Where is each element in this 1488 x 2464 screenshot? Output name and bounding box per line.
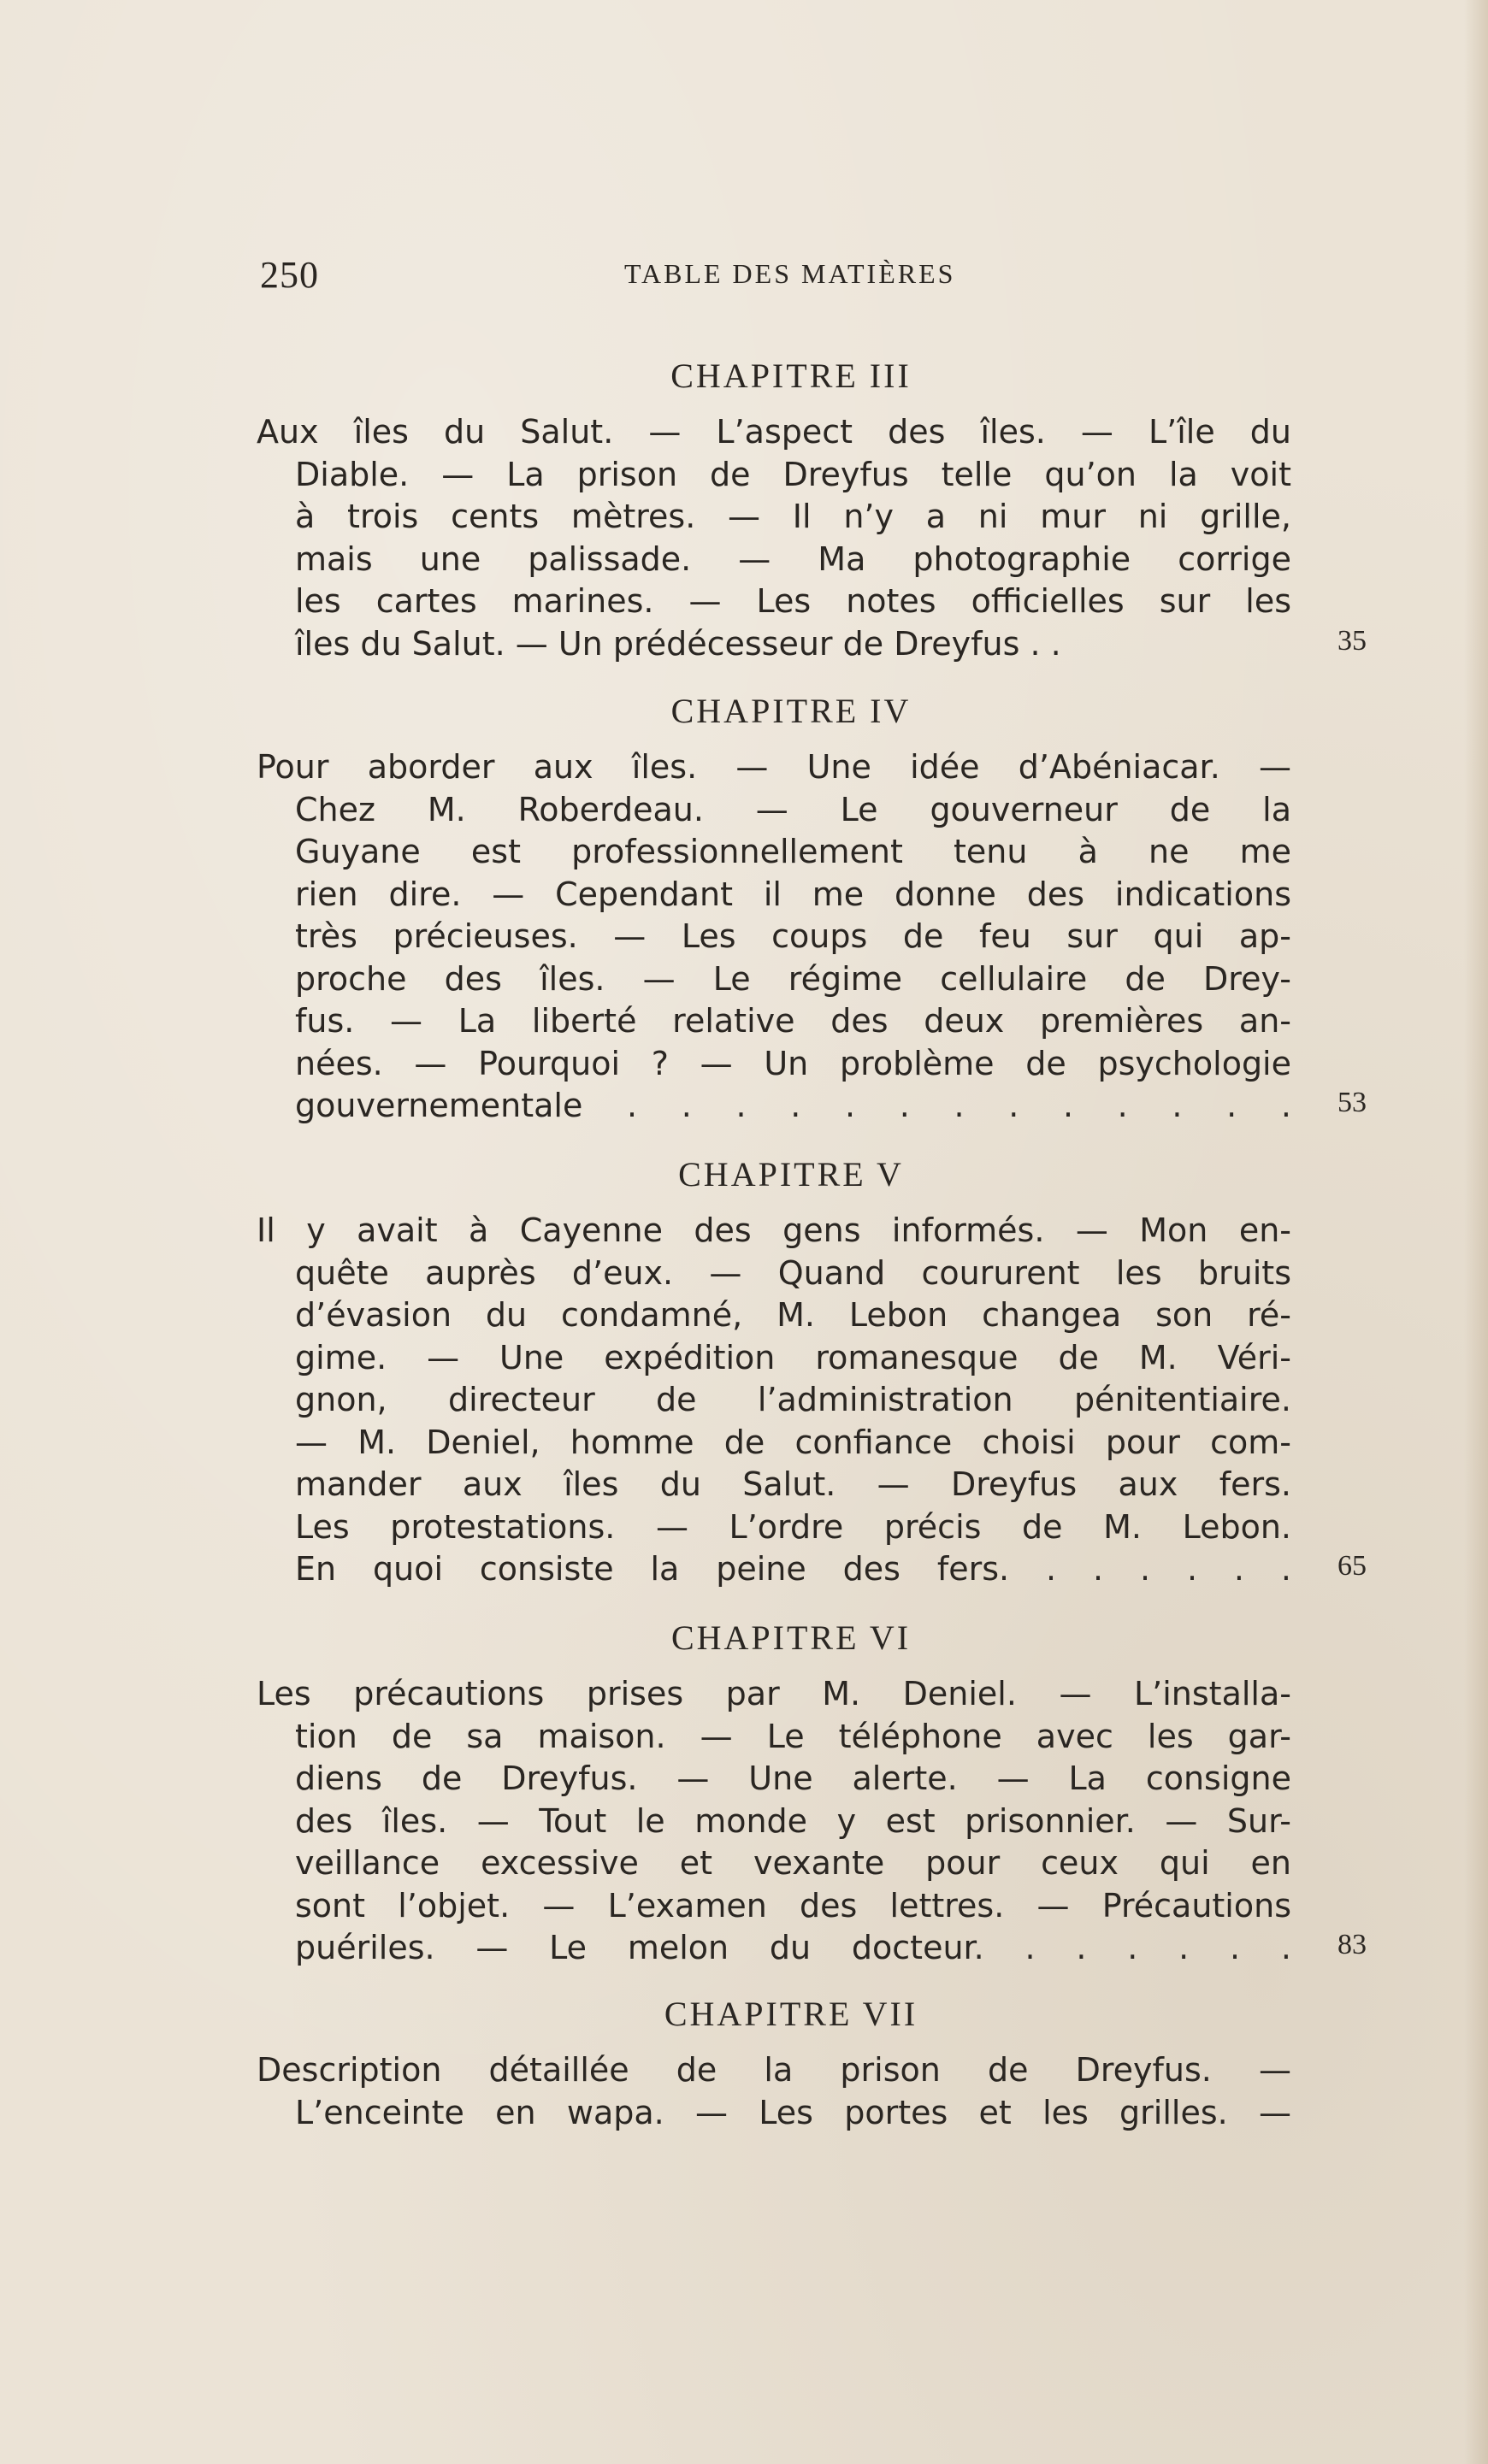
page-reference: 53 bbox=[1337, 1087, 1367, 1118]
summary-line: Chez M. Roberdeau. — Le gouverneur de la bbox=[295, 790, 1291, 828]
summary-line: mais une palissade. — Ma photographie corrige bbox=[295, 539, 1291, 578]
summary-line: proche des îles. — Le régime cellulaire de Drey- bbox=[295, 959, 1291, 998]
summary-line: d’évasion du condamné, M. Lebon changea son ré- bbox=[295, 1296, 1291, 1334]
summary-line: gnon, directeur de l’administration pénitentiaire. bbox=[295, 1381, 1291, 1418]
summary-line: L’enceinte en wapa. — Les portes et les grilles. — bbox=[295, 2093, 1291, 2131]
page-reference: 83 bbox=[1337, 1929, 1367, 1960]
summary-line: Les protestations. — L’ordre précis de M. Lebon. bbox=[295, 1507, 1291, 1546]
page-reference: 35 bbox=[1337, 624, 1367, 657]
summary-line: sont l’objet. — L’examen des lettres. — Précautions bbox=[295, 1886, 1291, 1925]
chapter-summary bbox=[257, 2049, 1291, 2134]
page-edge-shadow bbox=[1464, 0, 1488, 2464]
summary-line: des îles. — Tout le monde y est prisonnier. — Sur- bbox=[295, 1801, 1291, 1840]
summary-line: veillance excessive et vexante pour ceux qui en bbox=[295, 1844, 1291, 1882]
chapter-heading: CHAPITRE III bbox=[670, 357, 912, 395]
summary-line: puériles. — Le melon du docteur. . . . . . . bbox=[295, 1929, 1291, 1966]
summary-line: diens de Dreyfus. — Une alerte. — La consigne bbox=[295, 1760, 1291, 1797]
chapter-summary bbox=[257, 746, 1367, 1128]
running-title: TABLE DES MATIÈRES bbox=[624, 258, 956, 289]
chapter-4 bbox=[257, 691, 1377, 1128]
summary-line: Les précautions prises par M. Deniel. — L’installa- bbox=[257, 1675, 1291, 1712]
summary-line: En quoi consiste la peine des fers. . . . . . . bbox=[295, 1550, 1291, 1588]
summary-line: quête auprès d’eux. — Quand coururent les bruits bbox=[295, 1253, 1291, 1292]
chapter-6 bbox=[257, 1618, 1377, 1970]
summary-line: Pour aborder aux îles. — Une idée d’Abéniacar. — bbox=[257, 748, 1291, 786]
summary-line: fus. — La liberté relative des deux premières an- bbox=[295, 1002, 1291, 1040]
summary-line: Description détaillée de la prison de Dreyfus. — bbox=[257, 2051, 1291, 2089]
chapter-5 bbox=[257, 1154, 1377, 1591]
summary-line: gime. — Une expédition romanesque de M. Véri- bbox=[295, 1338, 1291, 1376]
chapter-summary bbox=[257, 1210, 1367, 1591]
chapter-heading: CHAPITRE VII bbox=[664, 1995, 918, 2033]
summary-line: — M. Deniel, homme de confiance choisi pour com- bbox=[295, 1423, 1291, 1461]
chapter-7 bbox=[257, 1994, 1377, 2134]
summary-line: tion de sa maison. — Le téléphone avec les gar- bbox=[295, 1717, 1291, 1755]
summary-line: rien dire. — Cependant il me donne des indications bbox=[295, 875, 1291, 913]
page-reference: 65 bbox=[1337, 1550, 1367, 1582]
summary-line: à trois cents mètres. — Il n’y a ni mur ni grille, bbox=[295, 498, 1291, 535]
chapter-3 bbox=[257, 356, 1377, 665]
chapter-summary bbox=[257, 411, 1367, 665]
summary-line: les cartes marines. — Les notes officielles sur les bbox=[295, 582, 1291, 620]
chapter-heading: CHAPITRE V bbox=[678, 1155, 904, 1194]
summary-line: Aux îles du Salut. — L’aspect des îles. — L’île du bbox=[257, 413, 1291, 451]
summary-line: gouvernementale . . . . . . . . . . . . . bbox=[295, 1087, 1291, 1124]
summary-line: Guyane est professionnellement tenu à ne me bbox=[295, 833, 1291, 870]
summary-line: très précieuses. — Les coups de feu sur qui ap- bbox=[295, 917, 1291, 955]
page-number: 250 bbox=[260, 254, 319, 296]
chapter-heading: CHAPITRE IV bbox=[670, 692, 912, 730]
summary-line: nées. — Pourquoi ? — Un problème de psychologie bbox=[295, 1044, 1291, 1082]
summary-line: Il y avait à Cayenne des gens informés. — Mon en- bbox=[257, 1211, 1291, 1249]
summary-line: Diable. — La prison de Dreyfus telle qu’on la voit bbox=[295, 455, 1291, 493]
chapter-summary bbox=[257, 1673, 1367, 1970]
running-head bbox=[257, 253, 1368, 296]
summary-line: mander aux îles du Salut. — Dreyfus aux fers. bbox=[295, 1465, 1291, 1503]
chapter-heading: CHAPITRE VI bbox=[670, 1618, 912, 1657]
summary-line: îles du Salut. — Un prédécesseur de Dreyfus . . bbox=[295, 624, 1061, 663]
